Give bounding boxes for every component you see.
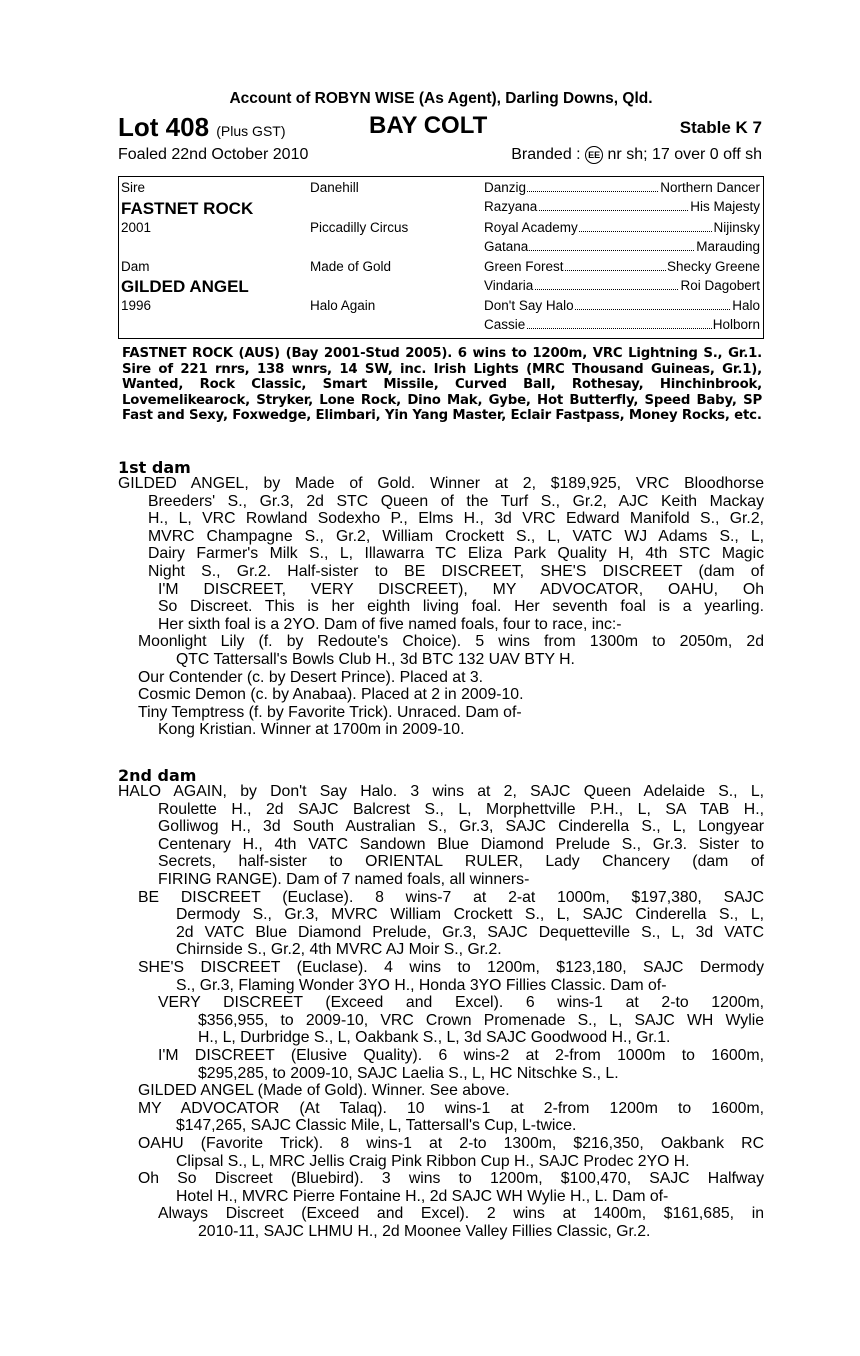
text-line: $147,265, SAJC Classic Mile, L, Tattersall's Cup, L-twice. bbox=[176, 1117, 577, 1135]
text-line: Always Discreet (Exceed and Excel). 2 wins at 1400m, $161,685, in bbox=[158, 1205, 764, 1223]
gen3-right: Shecky Greene bbox=[666, 259, 760, 274]
text-line: 2010-11, SAJC LHMU H., 2d Moonee Valley Fillies Classic, Gr.2. bbox=[198, 1223, 651, 1240]
sire-year: 2001 bbox=[121, 220, 152, 235]
text-line: S., Gr.3, Flaming Wonder 3YO H., Honda 3YO Fillies Classic. Dam of- bbox=[176, 976, 667, 994]
text-line: VERY DISCREET (Exceed and Excel). 6 wins-1 at 2-to 1200m, bbox=[158, 994, 764, 1012]
gen3-left: Gatana bbox=[484, 239, 529, 254]
lot-number bbox=[118, 112, 286, 143]
gen3-right: Nijinsky bbox=[713, 220, 760, 235]
gen3-left: Don't Say Halo bbox=[484, 298, 574, 313]
text-line: Roulette H., 2d SAJC Balcrest S., L, Morphettville P.H., L, SA TAB H., bbox=[158, 800, 764, 818]
gen3-left: Cassie bbox=[484, 317, 526, 332]
text-line: Kong Kristian. Winner at 1700m in 2009-10. bbox=[158, 721, 465, 739]
text-line: Golliwog H., 3d South Australian S., Gr.3, SAJC Cinderella S., L, Longyear bbox=[158, 818, 764, 836]
pedigree-table bbox=[118, 176, 764, 339]
gen3-left: Danzig bbox=[484, 180, 527, 195]
text-line: SHE'S DISCREET (Euclase). 4 wins to 1200m, $123,180, SAJC Dermody bbox=[138, 959, 764, 976]
text-line: Moonlight Lily (f. by Redoute's Choice). 5 wins from 1300m to 2050m, 2d bbox=[138, 633, 764, 651]
text-line: So Discreet. This is her eighth living foal. Her seventh foal is a yearling. bbox=[158, 598, 764, 616]
gen3-row bbox=[484, 199, 760, 214]
text-line: 2d VATC Blue Diamond Prelude, Gr.3, SAJC Dequetteville S., L, 3d VATC bbox=[176, 923, 764, 941]
text-line: Secrets, half-sister to ORIENTAL RULER, Lady Chancery (dam of bbox=[158, 853, 764, 871]
text-line: GILDED ANGEL, by Made of Gold. Winner at 2, $189,925, VRC Bloodhorse bbox=[118, 475, 764, 492]
stable-location: Stable K 7 bbox=[679, 118, 762, 137]
text-line: GILDED ANGEL (Made of Gold). Winner. See above. bbox=[138, 1082, 510, 1100]
text-line: Dermody S., Gr.3, MVRC William Crockett S., L, SAJC Cinderella S., L, bbox=[176, 906, 764, 924]
gen3-row bbox=[484, 259, 760, 274]
text-line: Clipsal S., L, MRC Jellis Craig Pink Ribbon Cup H., SAJC Prodec 2YO H. bbox=[176, 1152, 690, 1170]
sire-label: Sire bbox=[121, 180, 146, 195]
text-line: Oh So Discreet (Bluebird). 3 wins to 1200m, $100,470, SAJC Halfway bbox=[138, 1170, 764, 1188]
lot-label: Lot 408 bbox=[118, 112, 210, 142]
text-line: Chirnside S., Gr.2, 4th MVRC AJ Moir S., Gr.2. bbox=[176, 941, 502, 959]
plus-gst: (Plus GST) bbox=[216, 123, 286, 139]
gen3-right: Marauding bbox=[696, 239, 760, 254]
text-line: FIRING RANGE). Dam of 7 named foals, all winners- bbox=[158, 871, 530, 888]
text-line: HALO AGAIN, by Don't Say Halo. 3 wins at 2, SAJC Queen Adelaide S., L, bbox=[118, 783, 764, 800]
gen3-row bbox=[484, 220, 760, 235]
sire-summary: FASTNET ROCK (AUS) (Bay 2001-Stud 2005). 6 wins to 1200m, VRC Lightning S., Gr.1. Sire of 221 rnrs, 138 wnrs, 14 SW, inc. Irish Lights (MRC Thousand Guineas, Gr.1), Wanted, Rock Classic, Smart Missile, Curved Ball, Rothesay, Hinchinbrook, Lovemelikearock, Stryker, Lone Rock, Dino Mak, Gybe, Hot Butterfly, Speed Baby, SP Fast and Sexy, Foxwedge, Elimbari, Yin Yang Master, Eclair Fastpass, Money Rocks, etc. bbox=[122, 346, 762, 424]
text-line: Breeders' S., Gr.3, 2d STC Queen of the Turf S., Gr.2, AJC Keith Mackay bbox=[148, 492, 764, 510]
second-dam-heading: 2nd dam bbox=[118, 766, 197, 785]
text-line: Tiny Temptress (f. by Favorite Trick). Unraced. Dam of- bbox=[138, 703, 522, 721]
branded-prefix: Branded : bbox=[511, 146, 581, 163]
text-line: MY ADVOCATOR (At Talaq). 10 wins-1 at 2-from 1200m to 1600m, bbox=[138, 1099, 764, 1117]
dam-dam: Halo Again bbox=[310, 298, 376, 313]
text-line: H., L, VRC Rowland Sodexho P., Elms H., 3d VRC Edward Manifold S., Gr.2, bbox=[148, 510, 764, 528]
brand-info bbox=[511, 146, 762, 164]
text-line: Her sixth foal is a 2YO. Dam of five named foals, four to race, inc:- bbox=[158, 615, 622, 633]
text-line: Cosmic Demon (c. by Anabaa). Placed at 2 in 2009-10. bbox=[138, 686, 524, 704]
gen3-row bbox=[484, 180, 760, 195]
foaled-date: Foaled 22nd October 2010 bbox=[118, 146, 309, 163]
vendor-account: Account of ROBYN WISE (As Agent), Darling Downs, Qld. bbox=[229, 90, 653, 107]
gen3-row bbox=[484, 298, 760, 313]
gen3-left: Razyana bbox=[484, 199, 538, 214]
gen3-left: Royal Academy bbox=[484, 220, 578, 235]
gen3-right: Roi Dagobert bbox=[680, 278, 760, 293]
gen3-left: Vindaria bbox=[484, 278, 534, 293]
text-line: $356,955, to 2009-10, VRC Crown Promenade S., L, SAJC WH Wylie bbox=[198, 1011, 764, 1029]
dam-year: 1996 bbox=[121, 298, 152, 313]
text-line: H., L, Durbridge S., L, Oakbank S., L, 3d SAJC Goodwood H., Gr.1. bbox=[198, 1029, 671, 1047]
text-line: $295,285, to 2009-10, SAJC Laelia S., L, HC Nitschke S., L. bbox=[198, 1064, 619, 1082]
text-line: OAHU (Favorite Trick). 8 wins-1 at 2-to 1300m, $216,350, Oakbank RC bbox=[138, 1135, 764, 1152]
text-line: Our Contender (c. by Desert Prince). Placed at 3. bbox=[138, 668, 484, 686]
gen3-left: Green Forest bbox=[484, 259, 564, 274]
sire-sire: Danehill bbox=[310, 180, 359, 195]
text-line: I'M DISCREET (Elusive Quality). 6 wins-2 at 2-from 1000m to 1600m, bbox=[158, 1047, 764, 1064]
first-dam-heading: 1st dam bbox=[118, 458, 191, 477]
dam-sire: Made of Gold bbox=[310, 259, 392, 274]
lot-header bbox=[118, 112, 764, 142]
gen3-right: Holborn bbox=[712, 317, 760, 332]
text-line: Night S., Gr.2. Half-sister to BE DISCREET, SHE'S DISCREET (dam of bbox=[148, 563, 764, 580]
gen3-right: His Majesty bbox=[690, 199, 760, 214]
brand-mark-icon: EE bbox=[585, 146, 603, 164]
text-line: QTC Tattersall's Bowls Club H., 3d BTC 132 UAV BTY H. bbox=[176, 651, 575, 668]
gen3-right: Northern Dancer bbox=[660, 180, 760, 195]
text-line: Dairy Farmer's Milk S., L, Illawarra TC Eliza Park Quality H, 4th STC Magic bbox=[148, 545, 764, 563]
gen3-row bbox=[484, 317, 760, 332]
dam-label: Dam bbox=[121, 259, 150, 274]
text-line: Hotel H., MVRC Pierre Fontaine H., 2d SAJC WH Wylie H., L. Dam of- bbox=[176, 1187, 669, 1205]
sex-colour: BAY COLT bbox=[369, 112, 488, 139]
sire-name: FASTNET ROCK bbox=[121, 199, 254, 218]
gen3-row bbox=[484, 278, 760, 293]
text-line: Centenary H., 4th VATC Sandown Blue Diamond Prelude S., Gr.3. Sister to bbox=[158, 835, 764, 853]
gen3-right: Halo bbox=[732, 298, 760, 313]
text-line: I'M DISCREET, VERY DISCREET), MY ADVOCATOR, OAHU, Oh bbox=[158, 580, 764, 598]
text-line: BE DISCREET (Euclase). 8 wins-7 at 2-at 1000m, $197,380, SAJC bbox=[138, 888, 764, 906]
gen3-row bbox=[484, 239, 760, 254]
branded-suffix: nr sh; 17 over 0 off sh bbox=[607, 146, 762, 163]
text-line: MVRC Champagne S., Gr.2, William Crockett S., L, VATC WJ Adams S., L, bbox=[148, 527, 764, 545]
dam-name: GILDED ANGEL bbox=[121, 277, 249, 296]
sire-dam: Piccadilly Circus bbox=[310, 220, 409, 235]
